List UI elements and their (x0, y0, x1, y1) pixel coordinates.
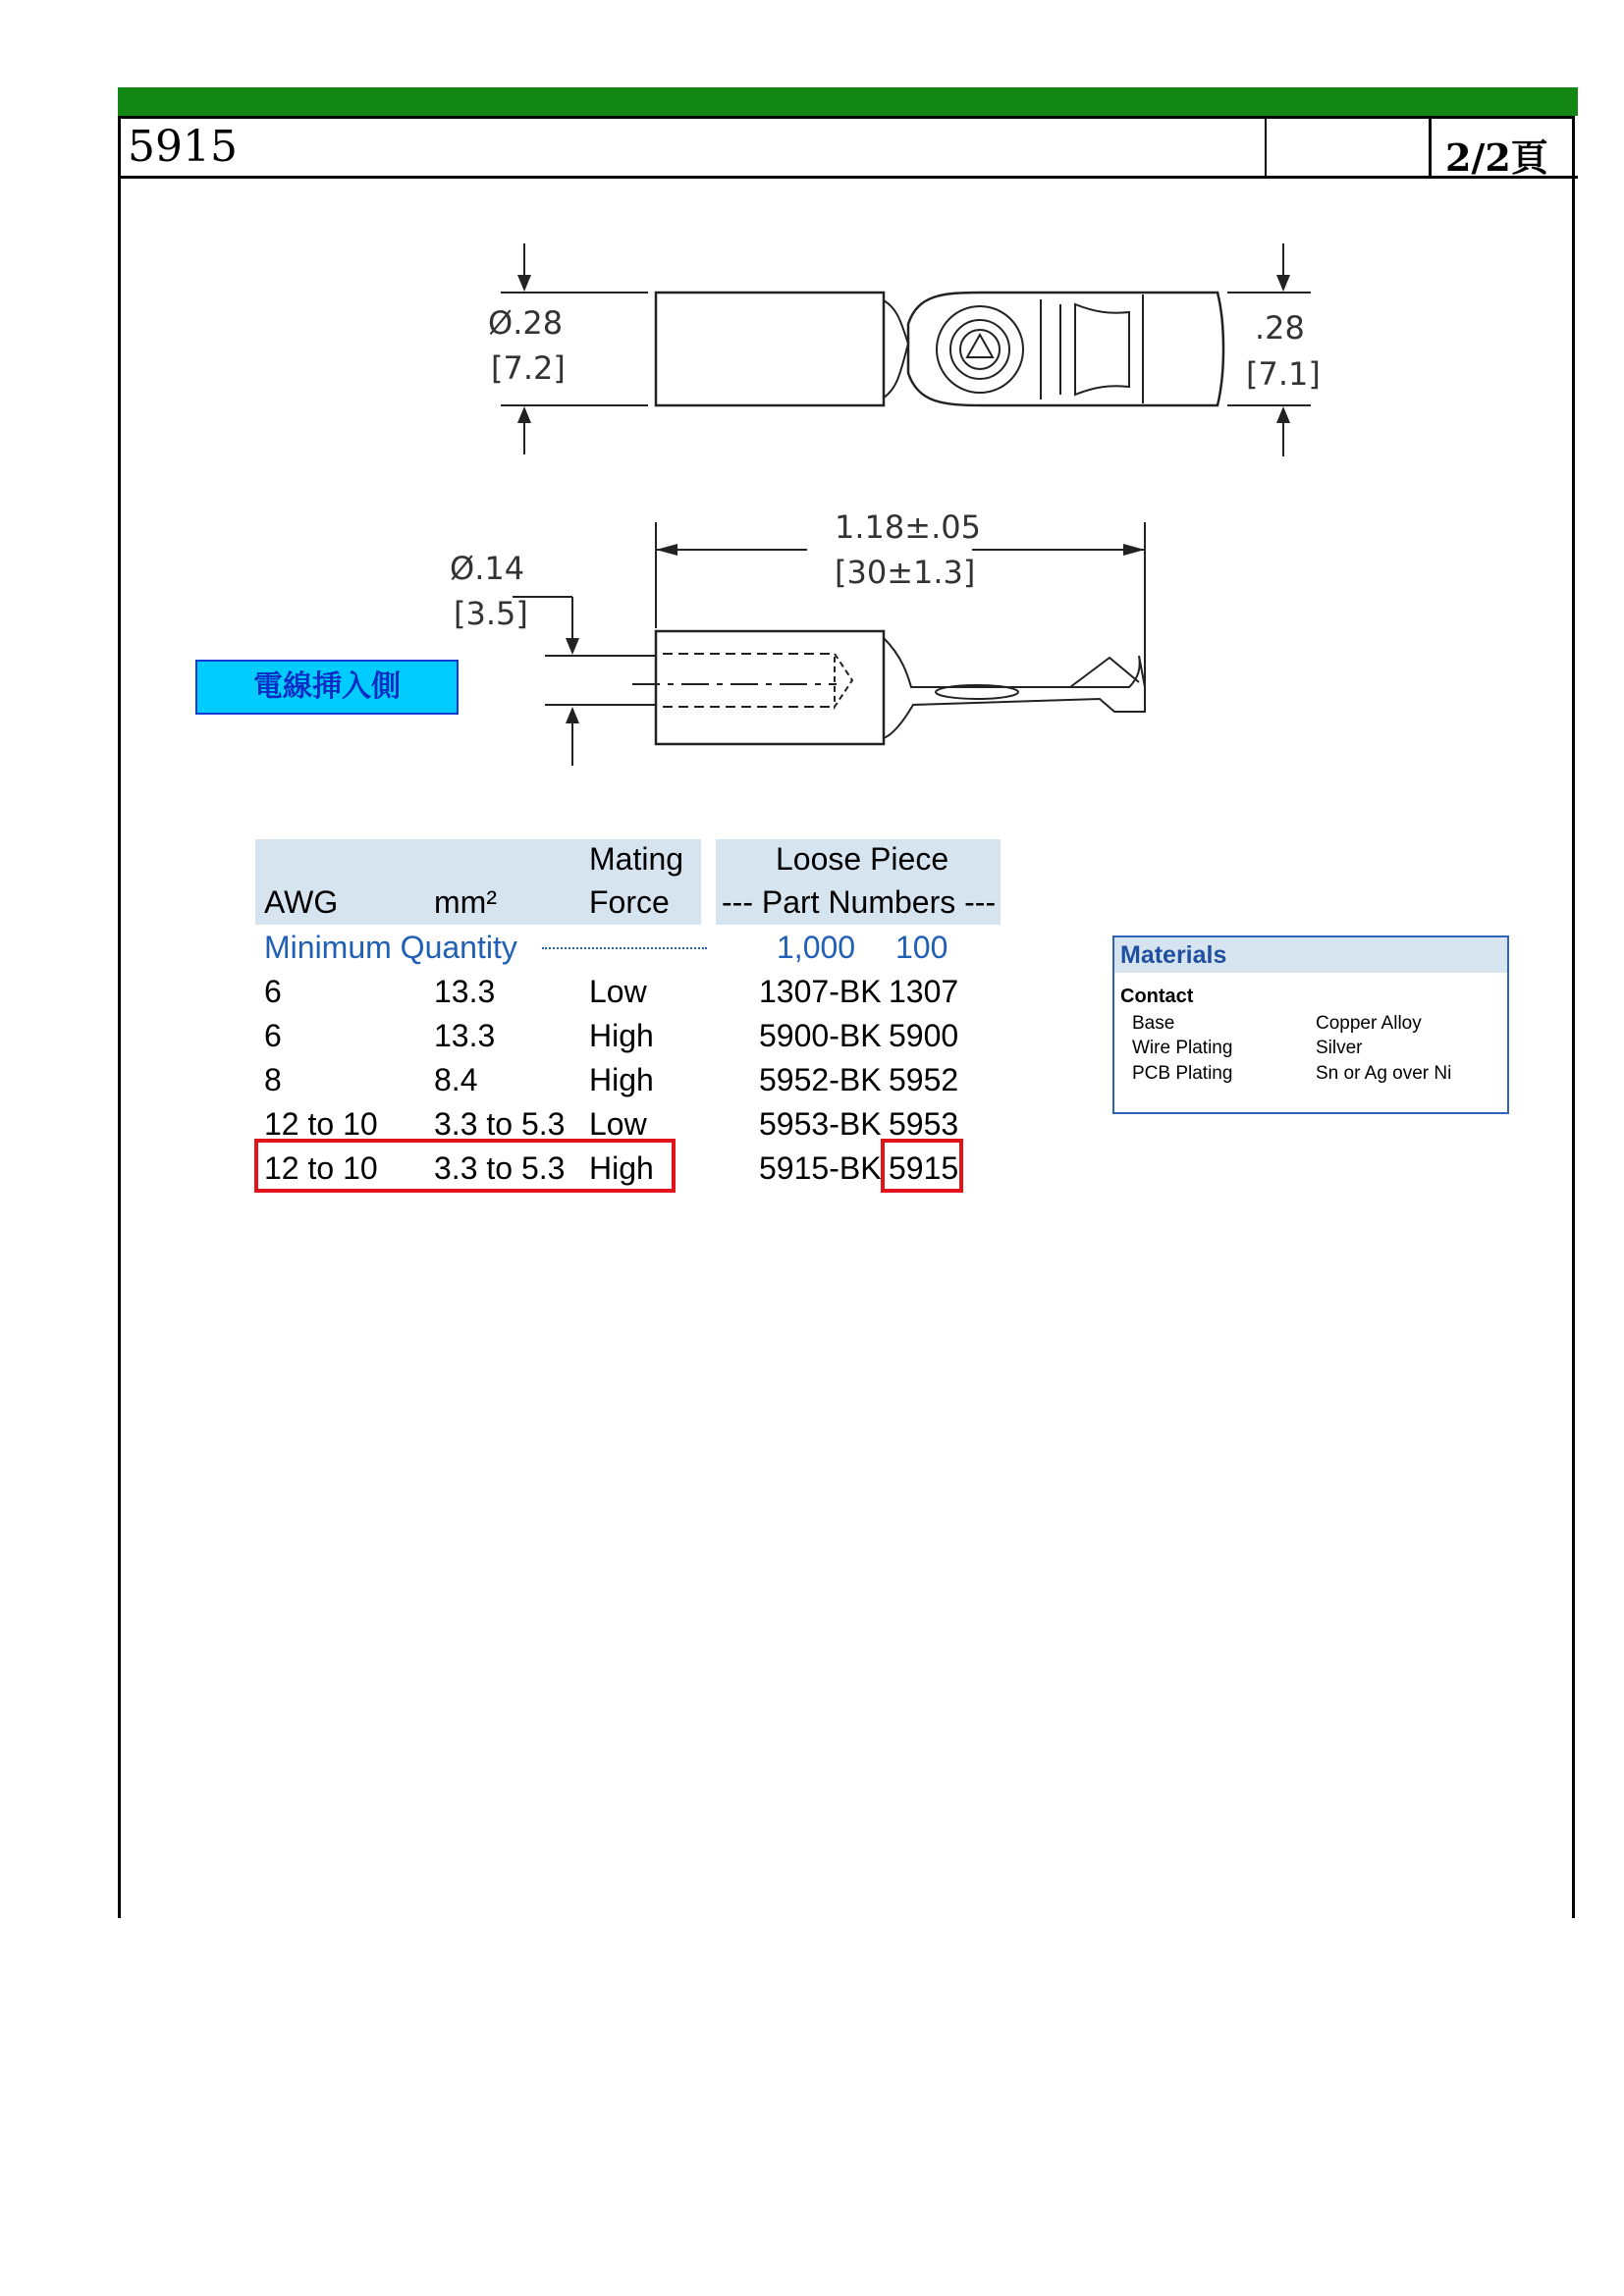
material-name: Base (1132, 1013, 1175, 1034)
side-dia-dim-mm-text: [3.5] (454, 595, 528, 632)
row-mm2: 3.3 to 5.3 (434, 1150, 566, 1186)
row-mm2: 8.4 (434, 1062, 478, 1097)
row-force: High (589, 1062, 654, 1097)
material-value: Copper Alloy (1316, 1013, 1422, 1034)
row-awg: 12 to 10 (264, 1106, 378, 1142)
top-right-dim-mm-text: [7.1] (1246, 355, 1321, 393)
row-awg: 6 (264, 1018, 282, 1053)
top-right-dim-text: .28 (1255, 309, 1305, 347)
side-length-dim-mm-text: [30±1.3] (835, 554, 976, 591)
row-part: 5915 (889, 1150, 959, 1186)
min-qty-label: Minimum Quantity (264, 930, 517, 965)
top-left-dim-text: Ø.28 (488, 304, 564, 342)
row-part: 5953 (889, 1106, 959, 1142)
highlight-part-box (881, 1139, 963, 1193)
row-part-bk: 5952-BK (759, 1062, 882, 1097)
row-part-bk: 5900-BK (759, 1018, 882, 1053)
row-part-bk: 1307-BK (759, 974, 882, 1009)
col-header-force: Force (589, 884, 670, 920)
col-header-part-numbers: --- Part Numbers --- (722, 884, 997, 920)
min-qty-dots (542, 947, 707, 949)
row-part-bk: 5953-BK (759, 1106, 882, 1142)
top-view (501, 243, 1311, 456)
materials-section: Contact (1120, 986, 1194, 1007)
side-length-dim-text: 1.18±.05 (835, 508, 981, 546)
row-force: High (589, 1018, 654, 1053)
row-part-bk: 5915-BK (759, 1150, 882, 1186)
min-qty-bk: 1,000 (777, 930, 856, 965)
row-force: Low (589, 974, 647, 1009)
row-awg: 12 to 10 (264, 1150, 378, 1186)
row-part: 5952 (889, 1062, 959, 1097)
material-name: Wire Plating (1132, 1038, 1233, 1058)
row-force: High (589, 1150, 654, 1186)
min-qty-plain: 100 (895, 930, 948, 965)
row-part: 1307 (889, 974, 959, 1009)
materials-box (1112, 935, 1509, 1114)
row-awg: 8 (264, 1062, 282, 1097)
col-header-loose-piece: Loose Piece (776, 841, 949, 877)
material-name: PCB Plating (1132, 1063, 1233, 1084)
side-dia-dim-text: Ø.14 (450, 550, 525, 587)
col-header-mm2: mm² (434, 884, 497, 920)
material-value: Silver (1316, 1038, 1363, 1058)
highlight-row-box (254, 1139, 676, 1193)
col-header-mating: Mating (589, 841, 684, 877)
row-force: Low (589, 1106, 647, 1142)
side-view (513, 522, 1145, 766)
wire-insertion-side-label: 電線挿入側 (195, 660, 459, 715)
connector-drawing (0, 0, 1624, 883)
row-mm2: 3.3 to 5.3 (434, 1106, 566, 1142)
row-awg: 6 (264, 974, 282, 1009)
row-part: 5900 (889, 1018, 959, 1053)
page-indicator: 2/2頁 (1445, 135, 1548, 180)
col-header-awg: AWG (264, 884, 339, 920)
part-code-title: 5915 (128, 122, 238, 172)
row-mm2: 13.3 (434, 974, 496, 1009)
material-value: Sn or Ag over Ni (1316, 1063, 1452, 1084)
row-mm2: 13.3 (434, 1018, 496, 1053)
top-left-dim-mm-text: [7.2] (491, 349, 566, 387)
materials-title: Materials (1114, 937, 1507, 973)
